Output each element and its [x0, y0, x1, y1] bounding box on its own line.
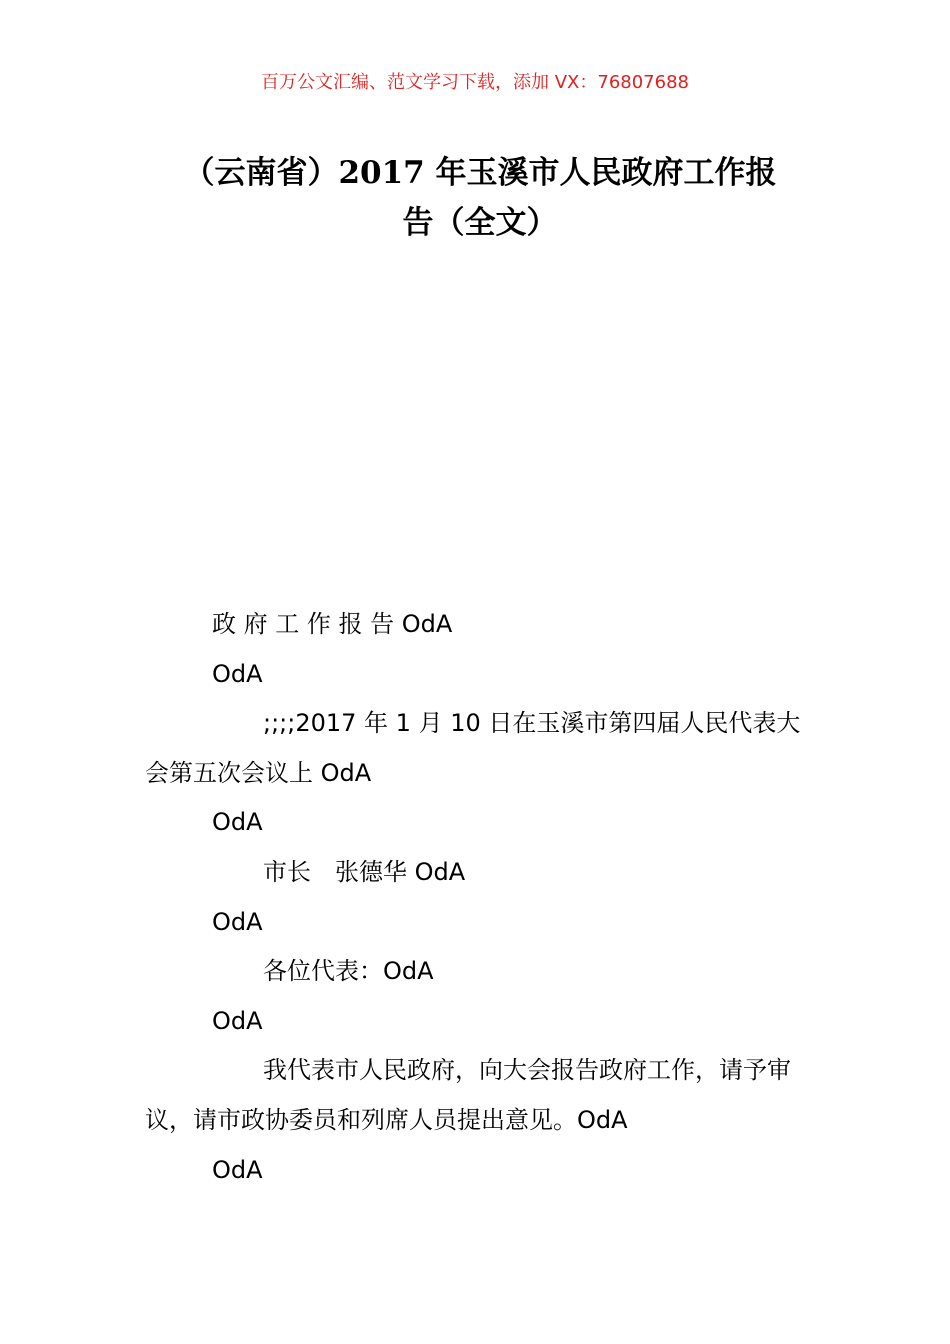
paragraph-date-meeting: ;;;;2017 年 1 月 10 日在玉溪市第四届人民代表大会第五次会议上 OdA — [145, 709, 801, 787]
paragraph: OdA — [212, 808, 263, 837]
document-title — [140, 148, 820, 248]
paragraph: OdA — [212, 1006, 263, 1035]
paragraph: OdA — [212, 659, 263, 688]
paragraph-intro: 我代表市人民政府，向大会报告政府工作，请予审议，请市政协委员和列席人员提出意见。OdA — [145, 1056, 791, 1134]
header-promo-note: 百万公文汇编、范文学习下载，添加 VX：76807688 — [261, 72, 689, 93]
title-line-2: 告（全文） — [402, 205, 558, 241]
title-line-1: （云南省）2017 年玉溪市人民政府工作报 — [183, 155, 777, 191]
paragraph-mayor: 市长 张德华 OdA — [263, 857, 466, 886]
paragraph-salutation: 各位代表：OdA — [263, 957, 434, 986]
paragraph: OdA — [212, 1155, 263, 1184]
report-heading: 政 府 工 作 报 告 OdA — [212, 610, 453, 638]
document-body — [145, 600, 810, 1195]
paragraph: OdA — [212, 907, 263, 936]
